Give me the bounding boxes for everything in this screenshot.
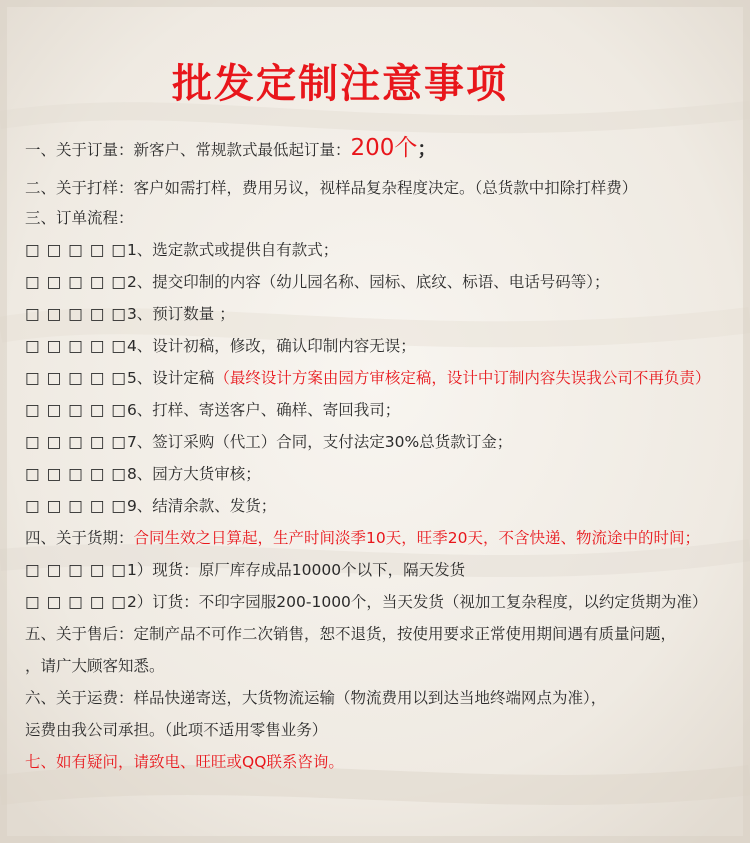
process-step-9 <box>25 496 276 516</box>
process-step-text: 6、打样、寄送客户、确样、寄回我司； <box>126 401 401 419</box>
checkbox-placeholder: □ □ □ □ □ <box>25 465 127 483</box>
delivery-order-text: 2）订货：不印字园服200-1000个，当天发货（视加工复杂程度，以约定货期为准） <box>126 593 708 611</box>
checkbox-placeholder: □ □ □ □ □ <box>25 497 127 515</box>
checkbox-placeholder: □ □ □ □ □ <box>25 433 127 451</box>
process-step-text: 3、预订数量 ； <box>126 305 235 323</box>
order-quantity-line <box>25 133 436 163</box>
checkbox-placeholder: □ □ □ □ □ <box>25 561 127 579</box>
delivery-time-label: 四、关于货期： <box>25 529 134 547</box>
process-step-text: 8、园方大货审核； <box>126 465 261 483</box>
shipping-line-1: 六、关于运费：样品快递寄送，大货物流运输（物流费用以到达当地终端网点为准）， <box>25 689 607 707</box>
checkbox-placeholder: □ □ □ □ □ <box>25 401 127 419</box>
minimum-quantity-value: 200个 <box>350 135 418 161</box>
process-step-text: 1、选定款式或提供自有款式； <box>126 241 339 259</box>
shipping-line-2: 运费由我公司承担。（此项不适用零售业务） <box>25 721 328 739</box>
checkbox-placeholder: □ □ □ □ □ <box>25 273 127 291</box>
process-step-5-note: （最终设计方案由园方审核定稿，设计中订制内容失误我公司不再负责） <box>214 369 711 387</box>
process-step-8 <box>25 464 261 484</box>
process-step-7 <box>25 432 512 452</box>
order-quantity-label: 一、关于订量：新客户、常规款式最低起订量： <box>25 141 351 159</box>
checkbox-placeholder: □ □ □ □ □ <box>25 305 127 323</box>
process-step-text: 4、设计初稿，修改，确认印制内容无误； <box>126 337 416 355</box>
process-step-text: 9、结清余款、发货； <box>126 497 277 515</box>
order-quantity-tail: ； <box>417 138 437 160</box>
delivery-stock-text: 1）现货：原厂库存成品10000个以下，隔天发货 <box>126 561 466 579</box>
contact-line: 七、如有疑问，请致电、旺旺或QQ联系咨询。 <box>25 753 344 771</box>
process-step-4 <box>25 336 416 356</box>
checkbox-placeholder: □ □ □ □ □ <box>25 241 127 259</box>
process-step-1 <box>25 240 338 260</box>
page-title: 批发定制注意事项 <box>172 61 508 107</box>
after-sales-line-1: 五、关于售后：定制产品不可作二次销售，恕不退货，按使用要求正常使用期间遇有质量问题， <box>25 625 677 643</box>
checkbox-placeholder: □ □ □ □ □ <box>25 593 127 611</box>
delivery-time-note: 合同生效之日算起，生产时间淡季10天，旺季20天，不含快递、物流途中的时间； <box>133 529 700 547</box>
process-step-text: 5、设计定稿 <box>126 369 215 387</box>
after-sales-line-2: ，请广大顾客知悉。 <box>25 657 165 675</box>
delivery-stock-line <box>25 560 465 580</box>
process-step-5 <box>25 368 710 388</box>
process-step-2 <box>25 272 610 292</box>
process-step-3 <box>25 304 235 324</box>
process-step-text: 2、提交印制的内容（幼儿园名称、园标、底纹、标语、电话号码等）； <box>126 273 610 291</box>
delivery-order-line <box>25 592 707 612</box>
checkbox-placeholder: □ □ □ □ □ <box>25 337 127 355</box>
delivery-time-line <box>25 528 700 548</box>
process-step-6 <box>25 400 400 420</box>
sample-line: 二、关于打样：客户如需打样，费用另议，视样品复杂程度决定。（总货款中扣除打样费） <box>25 179 638 197</box>
checkbox-placeholder: □ □ □ □ □ <box>25 369 127 387</box>
order-process-heading: 三、订单流程： <box>25 209 134 227</box>
process-step-text: 7、签订采购（代工）合同，支付法定30%总货款订金； <box>126 433 513 451</box>
